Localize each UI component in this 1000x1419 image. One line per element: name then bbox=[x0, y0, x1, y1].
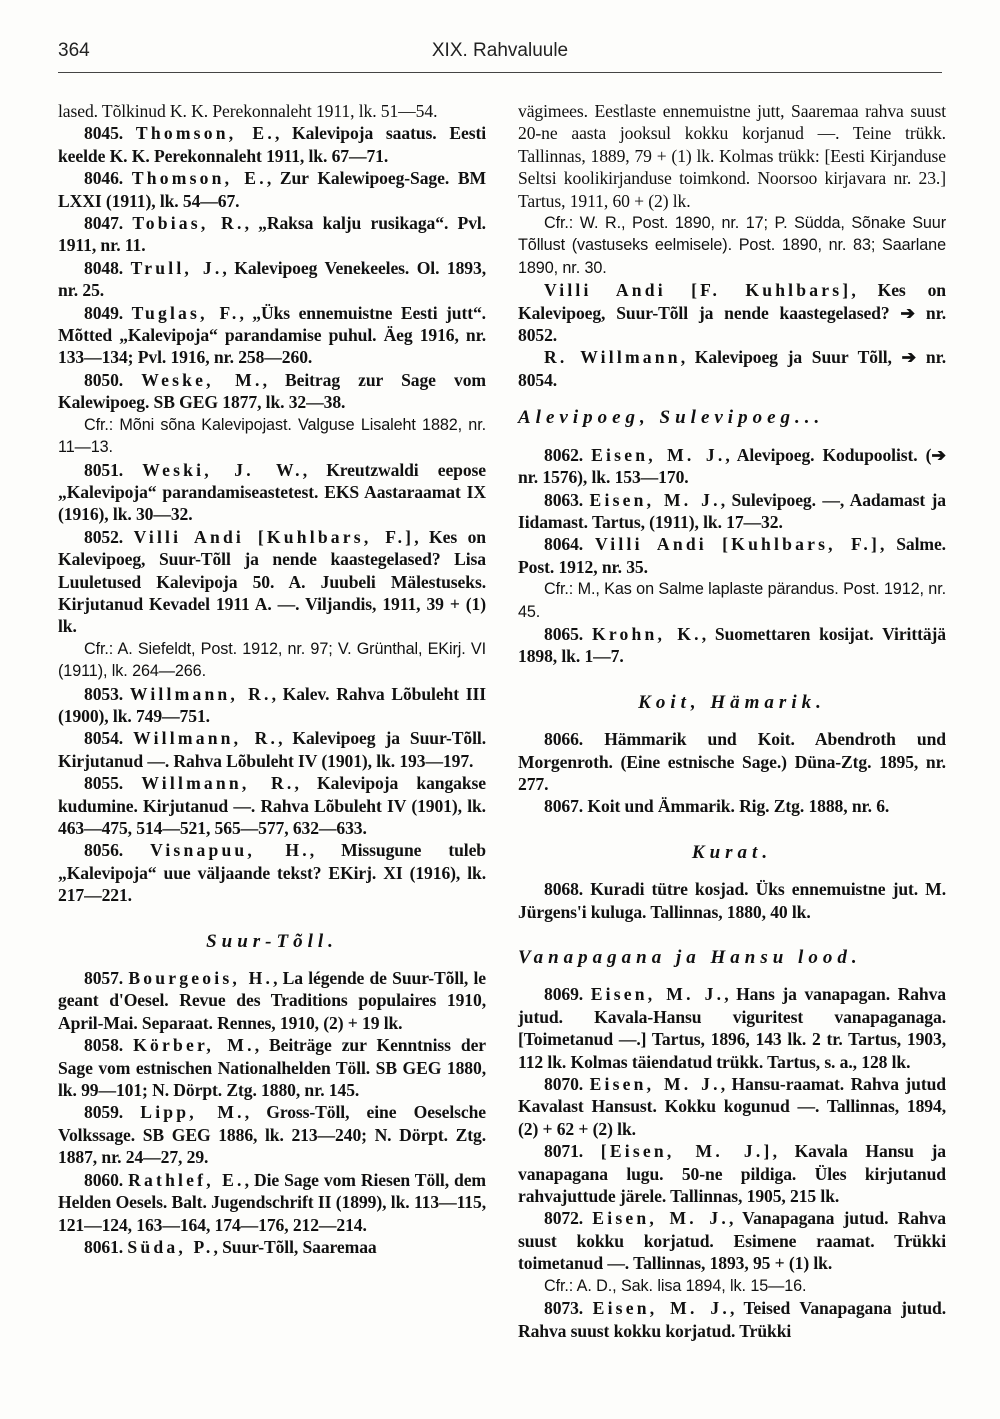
entry-author: Willmann, R. bbox=[133, 728, 279, 749]
right-entries-s1 bbox=[518, 444, 946, 668]
entry-number: 8048. bbox=[84, 257, 124, 278]
entry-author: Bourgeois, H. bbox=[128, 968, 274, 989]
entry-title: , „Üks ennemuistne Eesti jutt“. Mõtted „Kalevipoja“ parandamise puhul. Äeg 1916, nr. 133—134; Pvl. 1916, nr. 258—260. bbox=[58, 302, 486, 368]
bibliography-entry bbox=[58, 459, 486, 526]
entry-title: , Kalevipoeg ja Suur Tõll, ➔ nr. 8054. bbox=[518, 347, 946, 390]
section-title-koit: Koit, Hämarik. bbox=[638, 691, 826, 713]
entry-author: Eisen, M. J. bbox=[590, 984, 725, 1005]
entry-number: 8053. bbox=[84, 683, 124, 704]
running-title: XIX. Rahvaluule bbox=[431, 40, 569, 61]
entry-author: R. Willmann bbox=[544, 347, 681, 368]
entry-number: 8070. bbox=[544, 1074, 584, 1095]
entry-author: Tuglas, F. bbox=[131, 302, 240, 323]
entry-number: 8052. bbox=[84, 526, 124, 547]
bibliography-entry bbox=[518, 1297, 946, 1342]
section-title-kurat: Kurat. bbox=[691, 841, 773, 863]
entry-author: Krohn, K. bbox=[591, 623, 702, 644]
section-title-alevipoeg: Alevipoeg, Sulevipoeg... bbox=[518, 407, 825, 429]
entry-title: , La légende de Suur-Tõll, le geant d'Oesel. Revue des Traditions populaires 1910, April-Mai. Separaat. Rennes, 1910, (2) + 19 lk. bbox=[58, 968, 486, 1033]
page-number: 364 bbox=[58, 40, 90, 61]
entry-title: , Hans ja vanapagan. Rahva jutud. Kavala-Hansu viguritest vanapaganaga. [Toimetanud —.] Tartus, 1896, 143 lk. 2 tr. Tartus, 1903, 112 lk. Kolmas täiendatud trükk. Tartus, s. a., 128 lk. bbox=[518, 984, 946, 1072]
cfr-text: Cfr.: M., Kas on Salme laplaste pärandus. Post. 1912, nr. 45. bbox=[518, 580, 946, 621]
entry-author: Villi Andi [F. Kuhlbars] bbox=[544, 280, 852, 301]
section-title-suur-toll: Suur-Tõll. bbox=[206, 930, 338, 952]
cfr-note bbox=[58, 638, 486, 683]
entry-number: 8062. bbox=[544, 444, 584, 465]
entry-number: 8050. bbox=[84, 369, 124, 390]
cfr-note bbox=[518, 1275, 946, 1297]
entry-number: 8061. bbox=[84, 1236, 124, 1257]
entry-text: lased. Tõlkinud K. K. Perekonnaleht 1911, lk. 51—54. bbox=[58, 101, 438, 121]
entry-author: Thomson, E. bbox=[135, 123, 275, 144]
entry-title: , Salme. Post. 1912, nr. 35. bbox=[518, 534, 946, 577]
entry-author: Eisen, M. J. bbox=[589, 489, 721, 510]
cfr-text: Cfr.: A. D., Sak. lisa 1894, lk. 15—16. bbox=[544, 1276, 807, 1295]
entry-author: Eisen, M. J. bbox=[591, 444, 726, 465]
entry-number: 8067. bbox=[544, 796, 584, 817]
bibliography-entry bbox=[58, 302, 486, 369]
entry-author: Rathlef, E. bbox=[128, 1169, 245, 1190]
entry-number: 8054. bbox=[84, 728, 124, 749]
bibliography-entry bbox=[58, 526, 486, 638]
cfr-text: Cfr.: Mõni sõna Kalevipojast. Valguse Lisaleht 1882, nr. 11—13. bbox=[58, 415, 486, 457]
entry-title: , „Raksa kalju rusikaga“. Pvl. 1911, nr. 11. bbox=[58, 213, 486, 256]
entry-title: , Kalevipoeg Venekeeles. Ol. 1893, nr. 25. bbox=[58, 257, 486, 301]
entry-number: 8047. bbox=[84, 213, 124, 234]
bibliography-entry bbox=[58, 1101, 486, 1168]
entry-title: , Kalevipoja saatus. Eesti keelde K. K. Perekonnaleht 1911, lk. 67—71. bbox=[58, 123, 486, 166]
cfr-note bbox=[518, 578, 946, 623]
entry-title: , Missugune tuleb „Kalevipoja“ uue väljaande tekst? EKirj. XI (1916), lk. 217—221. bbox=[58, 840, 486, 906]
entry-author: Willmann, R. bbox=[141, 773, 295, 794]
entry-number: 8063. bbox=[544, 489, 584, 510]
bibliography-entry bbox=[518, 623, 946, 668]
entry-title: , Suur-Tõll, Saaremaa bbox=[213, 1236, 377, 1257]
entry-author: Körber, M. bbox=[133, 1035, 255, 1056]
entry-number: 8066. bbox=[544, 729, 584, 750]
entry-author: Willmann, R. bbox=[129, 683, 272, 704]
entry-number: 8045. bbox=[84, 123, 124, 144]
entry-number: 8072. bbox=[544, 1208, 584, 1229]
entry-title: , Kalevipoja kangakse kudumine. Kirjutanud —. Rahva Lõbuleht IV (1901), lk. 463—475, 514—521, 565—577, 632—633. bbox=[58, 773, 486, 838]
entry-title: , Kalevipoeg ja Suur-Tõll. Kirjutanud —. Rahva Lõbuleht IV (1901), lk. 193—197. bbox=[58, 728, 486, 771]
entry-author: Eisen, M. J. bbox=[592, 1298, 730, 1319]
left-entries bbox=[58, 100, 486, 907]
entry-title: , Kavala Hansu ja vanapagana lugu. 50-ne pildiga. Üles kirjutanud rahvajuttude järele. Tallinnas, 1905, 215 lk. bbox=[518, 1141, 946, 1207]
entry-title: , Kreutzwaldi eepose „Kalevipoja“ parandamiseastetest. EKS Aastaraamat IX (1916), lk. 30—32. bbox=[58, 459, 486, 525]
bibliography-entry bbox=[58, 839, 486, 906]
cfr-note bbox=[58, 414, 486, 459]
entry-continuation bbox=[58, 100, 486, 122]
entry-author: Thomson, E. bbox=[131, 168, 267, 189]
bibliography-entry bbox=[518, 533, 946, 578]
entry-number: 8055. bbox=[84, 773, 124, 794]
entry-title: Kuradi tütre kosjad. Üks ennemuistne jut. M. Jürgens'i kuluga. Tallinnas, 1880, 40 lk. bbox=[518, 879, 946, 922]
bibliography-entry bbox=[58, 167, 486, 212]
entry-number: 8059. bbox=[84, 1102, 124, 1123]
entry-author: Trull, J. bbox=[130, 257, 223, 278]
header-rule bbox=[58, 72, 942, 73]
page-header bbox=[58, 40, 942, 70]
entry-author: Lipp, M. bbox=[140, 1102, 245, 1123]
bibliography-entry bbox=[58, 967, 486, 1034]
bibliography-entry bbox=[518, 795, 946, 817]
entry-author: Weski, J. W. bbox=[142, 459, 303, 480]
bibliography-entry bbox=[518, 346, 946, 391]
bibliography-entry bbox=[518, 878, 946, 923]
bibliography-entry bbox=[518, 983, 946, 1073]
section-title-vanapagana: Vanapagana ja Hansu lood. bbox=[518, 947, 862, 968]
entry-number: 8065. bbox=[544, 623, 584, 644]
entry-number: 8051. bbox=[84, 459, 124, 480]
entry-title: , Teised Vanapagana jutud. Rahva suust kokku korjatud. Trükki bbox=[518, 1298, 947, 1341]
right-column bbox=[518, 100, 946, 1342]
cfr-note bbox=[518, 212, 946, 279]
right-entries bbox=[518, 100, 946, 391]
bibliography-entry bbox=[58, 727, 486, 772]
bibliography-entry bbox=[58, 212, 486, 257]
entry-title: , Zur Kalewipoeg-Sage. BM LXXI (1911), lk. 54—67. bbox=[58, 168, 487, 211]
bibliography-entry bbox=[58, 772, 486, 839]
bibliography-entry bbox=[518, 489, 946, 534]
bibliography-entry bbox=[58, 122, 486, 167]
right-entries-s2 bbox=[518, 728, 946, 818]
entry-continuation bbox=[518, 100, 946, 212]
bibliography-entry bbox=[58, 257, 486, 302]
entry-title: , Beiträge zur Kenntniss der Sage vom estnischen Nationalhelden Töll. SB GEG 1880, lk. 99—101; N. Dörpt. Ztg. 1880, nr. 145. bbox=[58, 1035, 486, 1101]
left-column bbox=[58, 100, 486, 1258]
entry-title: , Hansu-raamat. Rahva jutud Kavalast Hansust. Kokku kogunud —. Tallinnas, 1894, (2) + 62 + (2) lk. bbox=[518, 1074, 946, 1139]
entry-title: , Suomettaren kosijat. Virittäjä 1898, lk. 1—7. bbox=[518, 623, 946, 667]
bibliography-entry bbox=[518, 1140, 946, 1207]
entry-title: Hämmarik und Koit. Abendroth und Morgenroth. (Eine estnische Sage.) Düna-Ztg. 1895, nr. 277. bbox=[518, 729, 946, 794]
entry-title: , Alevipoeg. Kodupoolist. (➔ nr. 1576), lk. 153—170. bbox=[518, 444, 946, 488]
bibliography-entry bbox=[58, 1169, 486, 1236]
bibliography-entry bbox=[58, 683, 486, 728]
left-entries-2 bbox=[58, 967, 486, 1258]
right-entries-s3 bbox=[518, 878, 946, 923]
entry-title: , Sulevipoeg. —, Aadamast ja Iidamast. Tartus, (1911), lk. 17—32. bbox=[518, 489, 946, 532]
entry-number: 8057. bbox=[84, 968, 124, 989]
bibliography-entry bbox=[58, 369, 486, 414]
entry-number: 8060. bbox=[84, 1169, 124, 1190]
entry-number: 8049. bbox=[84, 302, 124, 323]
bibliography-entry bbox=[58, 1034, 486, 1101]
entry-author: [Eisen, M. J.] bbox=[600, 1141, 773, 1162]
entry-title: , Kes on Kalevipoeg, Suur-Tõll ja nende kaastegelased? Lisa Luuletused Kalevipoja 50. A. Juubeli Mälestuseks. Kirjutanud Kevadel 1911 A. —. Viljandis, 1911, 39 + (1) lk. bbox=[58, 526, 486, 637]
entry-number: 8046. bbox=[84, 168, 124, 189]
cfr-text: Cfr.: W. R., Post. 1890, nr. 17; P. Südda, Sõnake Suur Tõllust (vastuseks eelmisele). Post. 1890, nr. 83; Saarlane 1890, nr. 30. bbox=[518, 214, 946, 277]
entry-number: 8058. bbox=[84, 1035, 124, 1056]
entry-title: , Beitrag zur Sage vom Kalewipoeg. SB GEG 1877, lk. 32—38. bbox=[58, 369, 486, 413]
right-entries-s4 bbox=[518, 983, 946, 1342]
bibliography-entry bbox=[58, 1236, 486, 1258]
entry-title: , Vanapagana jutud. Rahva suust kokku korjatud. Esimene raamat. Trükki toimetanud —. Tallinnas, 1893, 95 + (1) lk. bbox=[518, 1208, 946, 1274]
entry-number: 8056. bbox=[84, 840, 124, 861]
bibliography-entry bbox=[518, 279, 946, 346]
entry-number: 8064. bbox=[544, 534, 584, 555]
bibliography-entry bbox=[518, 1073, 946, 1140]
bibliography-entry bbox=[518, 1207, 946, 1274]
entry-text: vägimees. Eestlaste ennemuistne jutt, Saaremaa rahva suust 20-ne aasta jooksul kokku korjanud —. Teine trükk. Tallinnas, 1889, 79 + (1) lk. Kolmas trükk: [Eesti Kirjanduse Seltsi koolikirjanduse toimkond. Noorsoo kirjavara nr. 23.] Tartus, 1911, 60 + (2) lk. bbox=[518, 101, 946, 211]
entry-title: , Gross-Töll, eine Oeselsche Volkssage. SB GEG 1886, lk. 213—240; N. Dörpt. Ztg. 1887, nr. 24—27, 29. bbox=[58, 1102, 487, 1168]
entry-title: , Kes on Kalevipoeg, Suur-Tõll ja nende kaastegelased? ➔ nr. 8052. bbox=[518, 280, 946, 346]
entry-author: Visnapuu, H. bbox=[150, 840, 310, 861]
entry-title: , Kalev. Rahva Lõbuleht III (1900), lk. 749—751. bbox=[58, 683, 486, 726]
cfr-text: Cfr.: A. Siefeldt, Post. 1912, nr. 97; V. Grünthal, EKirj. VI (1911), lk. 264—266. bbox=[58, 639, 486, 681]
bibliography-entry bbox=[518, 444, 946, 489]
entry-author: Villi Andi [Kuhlbars, F.] bbox=[595, 534, 880, 555]
entry-author: Süda, P. bbox=[127, 1236, 214, 1257]
entry-author: Eisen, M. J. bbox=[589, 1074, 721, 1095]
bibliography-entry bbox=[518, 728, 946, 795]
entry-number: 8071. bbox=[544, 1141, 584, 1162]
entry-author: Villi Andi [Kuhlbars, F.] bbox=[133, 526, 415, 547]
entry-title: Koit und Ämmarik. Rig. Ztg. 1888, nr. 6. bbox=[587, 796, 890, 817]
entry-number: 8073. bbox=[544, 1298, 584, 1319]
entry-author: Eisen, M. J. bbox=[592, 1208, 729, 1229]
entry-number: 8068. bbox=[544, 879, 584, 900]
entry-number: 8069. bbox=[544, 984, 584, 1005]
entry-title: , Die Sage vom Riesen Töll, dem Helden Oesels. Balt. Jugendschrift II (1899), lk. 113—115, 121—124, 163—164, 174—176, 212—214. bbox=[58, 1169, 486, 1235]
entry-author: Tobias, R. bbox=[132, 213, 245, 234]
entry-author: Weske, M. bbox=[141, 369, 263, 390]
